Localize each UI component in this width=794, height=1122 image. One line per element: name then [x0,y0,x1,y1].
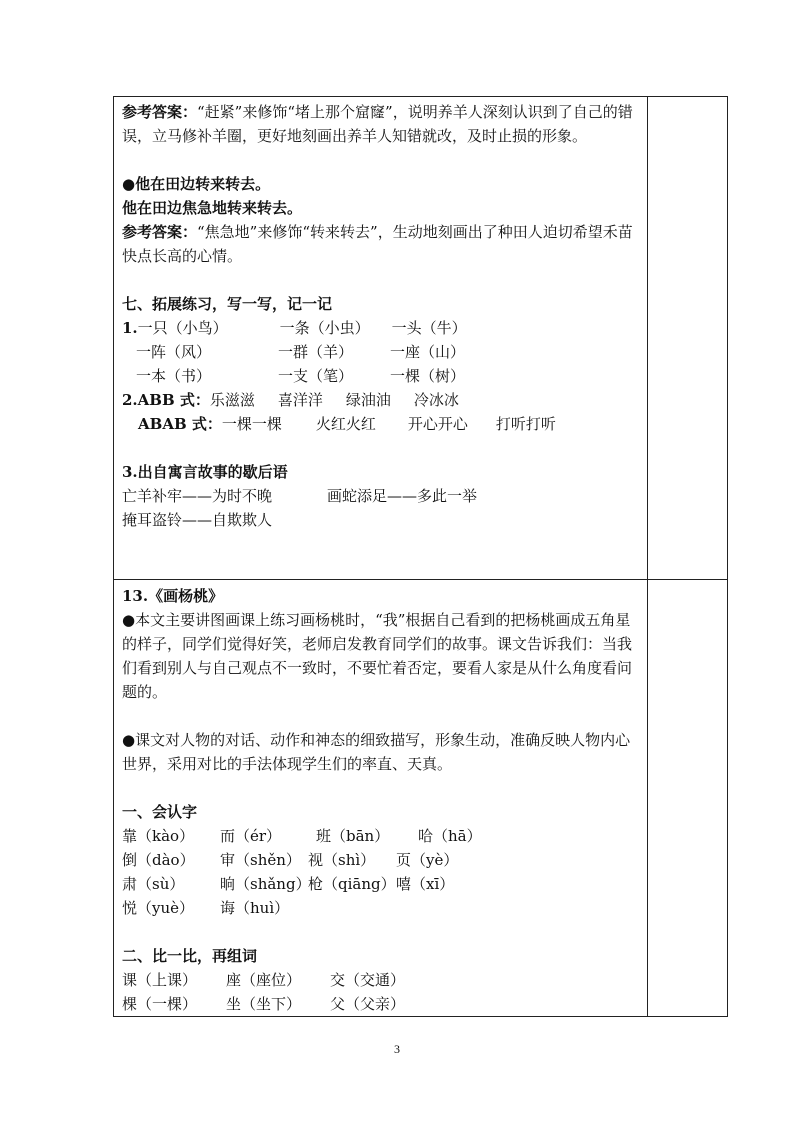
example-sentence: ●他在田边转来转去。 [122,175,271,193]
table-row [114,580,728,1017]
measure-row [122,364,641,388]
compare-row [122,968,641,992]
abab-word: 一棵一棵 [221,415,282,433]
char-pinyin: 哈（hā） [418,827,482,845]
summary-paragraph: ●课文对人物的对话、动作和神态的细致描写，形象生动，准确反映人物内心世界，采用对比的手法体现学生们的率直、天真。 [122,731,631,773]
char-pinyin: 嘻（xī） [396,875,455,893]
abb-word: 冷冰冰 [413,391,459,409]
measure-row [122,340,641,364]
compare-word: 父（父亲） [330,995,406,1013]
measure-row [122,316,641,340]
abab-word: 开心开心 [407,415,468,433]
abb-label: 2.ABB 式： [122,391,210,409]
item-number: 1. [122,319,138,337]
measure-word: 一棵（树） [390,367,466,385]
measure-word: 一座（山） [390,343,466,361]
char-pinyin: 靠（kào） [122,827,195,845]
summary-paragraph: ●本文主要讲图画课上练习画杨桃时，“我”根据自己看到的把杨桃画成五角星的样子，同学们觉得好笑，老师启发教育同学们的故事。课文告诉我们：当我们看到别人与自己观点不一致时，不要忙着否定，要看人家是从什么角度看问题的。 [122,611,633,701]
compare-word: 课（上课） [122,971,198,989]
abb-word: 绿油油 [345,391,391,409]
compare-word: 棵（一棵） [122,995,198,1013]
page-number: 3 [394,1042,400,1056]
char-pinyin: 页（yè） [396,851,459,869]
measure-word: 一支（笔） [278,367,354,385]
answer-paragraph [122,100,641,148]
char-pinyin: 诲（huì） [220,899,290,917]
measure-word: 一头（牛） [391,319,467,337]
content-cell [114,97,648,580]
abab-row [122,412,641,436]
abab-word: 打听打听 [495,415,556,433]
idiom-row [122,484,641,508]
answer-label: 参考答案： [122,223,198,241]
answer-paragraph [122,220,641,268]
section-heading: 二、比一比，再组词 [122,947,258,965]
section-heading: 3.出自寓言故事的歇后语 [122,463,288,481]
abab-label: ABAB 式： [138,415,222,433]
char-pinyin: 晌（shǎng） [220,875,311,893]
char-row [122,872,641,896]
measure-word: 一群（羊） [278,343,354,361]
abab-word: 火红火红 [315,415,376,433]
measure-word: 一阵（风） [136,343,212,361]
char-pinyin: 而（ér） [220,827,282,845]
char-pinyin: 视（shì） [308,851,376,869]
char-row [122,896,641,920]
measure-word: 一条（小虫） [279,319,370,337]
compare-word: 坐（坐下） [226,995,302,1013]
measure-word: 一本（书） [136,367,212,385]
answer-text: “赶紧”来修饰“堵上那个窟窿”，说明养羊人深刻认识到了自己的错误，立马修补羊圈，更好地刻画出养羊人知错就改，及时止损的形象。 [122,103,633,145]
char-row [122,848,641,872]
lesson-title: 13.《画杨桃》 [122,587,224,605]
notes-cell [648,97,728,580]
answer-text: “焦急地”来修饰“转来转去”，生动地刻画出了种田人迫切希望禾苗快点长高的心情。 [122,223,633,265]
section-heading: 七、拓展练习，写一写，记一记 [122,295,333,313]
measure-word: 一只（小鸟） [137,319,228,337]
notes-cell [648,580,728,1017]
char-row [122,824,641,848]
idiom: 掩耳盗铃——自欺欺人 [122,511,273,529]
compare-row [122,992,641,1016]
improved-sentence: 他在田边焦急地转来转去。 [122,199,303,217]
content-cell [114,580,648,1017]
char-pinyin: 悦（yuè） [122,899,195,917]
abb-row [122,388,641,412]
char-pinyin: 班（bān） [316,827,390,845]
section-heading: 一、会认字 [122,803,198,821]
idiom-row [122,508,641,532]
char-pinyin: 倒（dào） [122,851,195,869]
table-row [114,97,728,580]
content-table [113,96,728,1017]
abb-word: 喜洋洋 [277,391,323,409]
abb-word: 乐滋滋 [209,391,255,409]
idiom: 亡羊补牢——为时不晚 [122,487,273,505]
compare-word: 座（座位） [226,971,302,989]
idiom: 画蛇添足——多此一举 [327,487,478,505]
char-pinyin: 肃（sù） [122,875,185,893]
answer-label: 参考答案： [122,103,198,121]
compare-word: 交（交通） [330,971,406,989]
char-pinyin: 枪（qiāng） [308,875,396,893]
char-pinyin: 审（shěn） [220,851,301,869]
